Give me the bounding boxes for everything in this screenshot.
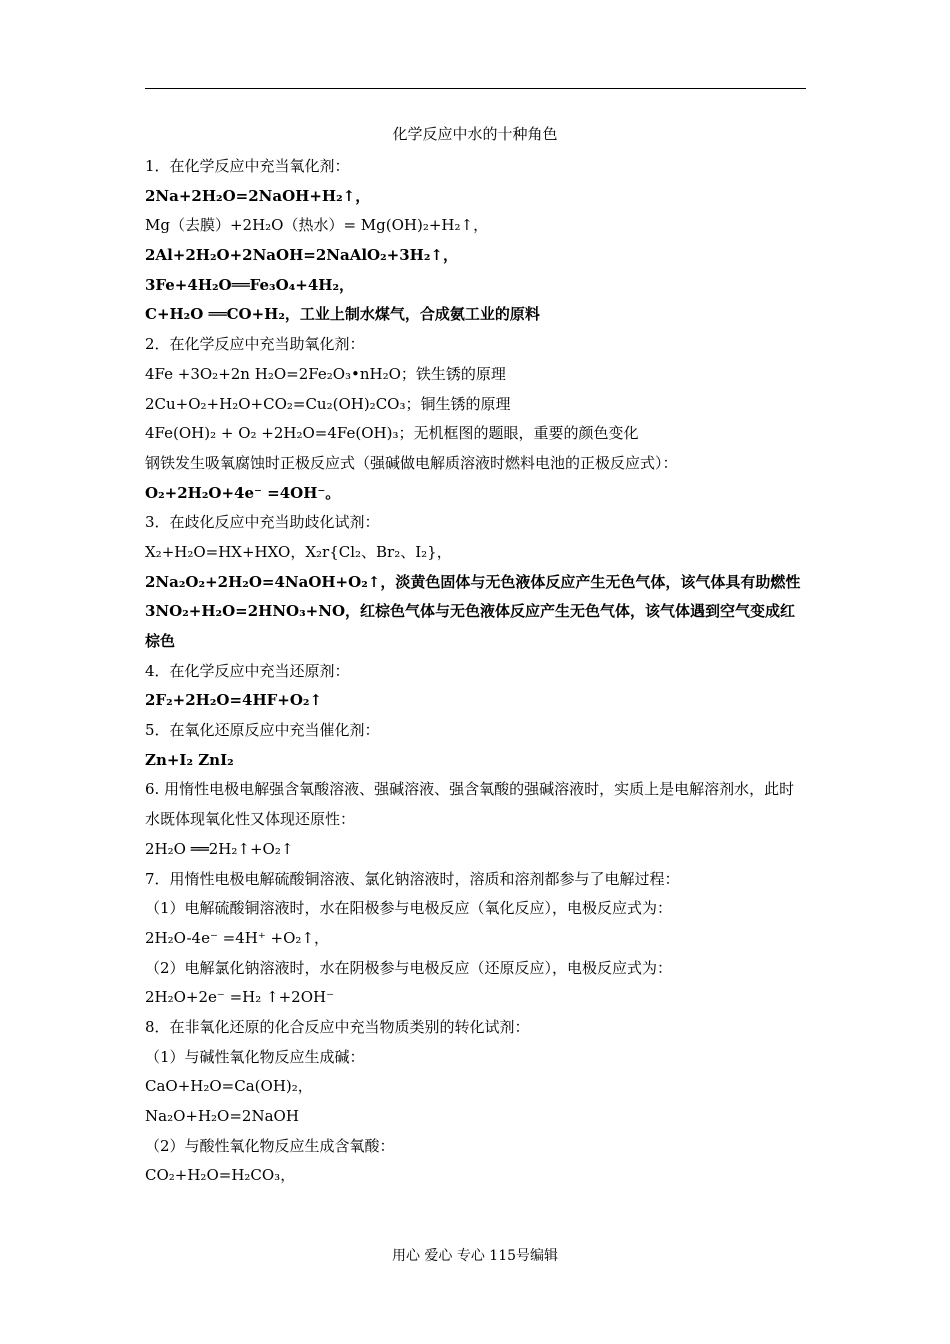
text-line: C+H₂O ══CO+H₂，工业上制水煤气，合成氨工业的原料 <box>145 305 540 324</box>
header-rule <box>145 88 806 89</box>
text-line: 3Fe+4H₂O══Fe₃O₄+4H₂， <box>145 275 355 294</box>
text-line: 2Na₂O₂+2H₂O=4NaOH+O₂↑，淡黄色固体与无色液体反应产生无色气体，该气体具有助燃性 <box>145 572 801 591</box>
text-line: 4Fe +3O₂+2n H₂O=2Fe₂O₃•nH₂O；铁生锈的原理 <box>145 364 506 383</box>
text-line: （2）电解氯化钠溶液时，水在阴极参与电极反应（还原反应），电极反应式为： <box>145 958 673 977</box>
text-line: 6. 用惰性电极电解强含氧酸溶液、强碱溶液、强含氧酸的强碱溶液时，实质上是电解溶剂水，此时水既体现氧化性又体现还原性： <box>145 780 795 829</box>
text-line: 3NO₂+H₂O=2HNO₃+NO，红棕色气体与无色液体反应产生无色气体，该气体遇到空气变成红棕色 <box>145 602 796 651</box>
text-line: X₂+H₂O=HX+HXO，X₂r{Cl₂、Br₂、I₂}， <box>145 542 452 561</box>
text-line: 2F₂+2H₂O=4HF+O₂↑ <box>145 691 323 710</box>
text-line: O₂+2H₂O+4e⁻ =4OH⁻。 <box>145 483 341 502</box>
text-line: 2Na+2H₂O=2NaOH+H₂↑， <box>145 186 371 205</box>
text-line: （1）电解硫酸铜溶液时，水在阳极参与电极反应（氧化反应），电极反应式为： <box>145 899 673 918</box>
text-line: 2H₂O+2e⁻ =H₂ ↑+2OH⁻ <box>145 988 335 1007</box>
text-line: 钢铁发生吸氧腐蚀时正极反应式（强碱做电解质溶液时燃料电池的正极反应式）： <box>145 453 678 472</box>
text-line: 2Al+2H₂O+2NaOH=2NaAlO₂+3H₂↑， <box>145 246 458 265</box>
text-line: 1．在化学反应中充当氧化剂： <box>145 157 350 175</box>
text-line: 4．在化学反应中充当还原剂： <box>145 661 350 680</box>
text-line: 2H₂O-4e⁻ =4H⁺ +O₂↑， <box>145 928 329 947</box>
text-line: Mg（去膜）+2H₂O（热水）= Mg(OH)₂+H₂↑， <box>145 216 489 235</box>
document-body <box>145 152 809 1191</box>
text-line: 2Cu+O₂+H₂O+CO₂=Cu₂(OH)₂CO₃；铜生锈的原理 <box>145 394 511 413</box>
text-line: 8．在非氧化还原的化合反应中充当物质类别的转化试剂： <box>145 1018 530 1037</box>
text-line: 2H₂O ══2H₂↑+O₂↑ <box>145 839 294 858</box>
text-line: CO₂+H₂O=H₂CO₃， <box>145 1166 296 1185</box>
text-line: 4Fe(OH)₂ + O₂ +2H₂O=4Fe(OH)₃；无机框图的题眼，重要的颜色变化 <box>145 424 639 443</box>
text-line: Na₂O+H₂O=2NaOH <box>145 1107 299 1126</box>
text-line: 5．在氧化还原反应中充当催化剂： <box>145 721 380 740</box>
text-line: CaO+H₂O=Ca(OH)₂， <box>145 1077 313 1096</box>
text-line: （1）与碱性氧化物反应生成碱： <box>145 1047 365 1066</box>
page-title: 化学反应中水的十种角色 <box>392 125 558 143</box>
text-line: Zn+I₂ ZnI₂ <box>145 750 234 769</box>
page-footer: 用心 爱心 专心 115号编辑 <box>391 1248 559 1264</box>
text-line: 3．在歧化反应中充当助歧化试剂： <box>145 513 380 532</box>
text-line: 2．在化学反应中充当助氧化剂： <box>145 335 365 354</box>
text-line: （2）与酸性氧化物反应生成含氧酸： <box>145 1136 395 1155</box>
text-line: 7．用惰性电极电解硫酸铜溶液、氯化钠溶液时，溶质和溶剂都参与了电解过程： <box>145 869 680 888</box>
